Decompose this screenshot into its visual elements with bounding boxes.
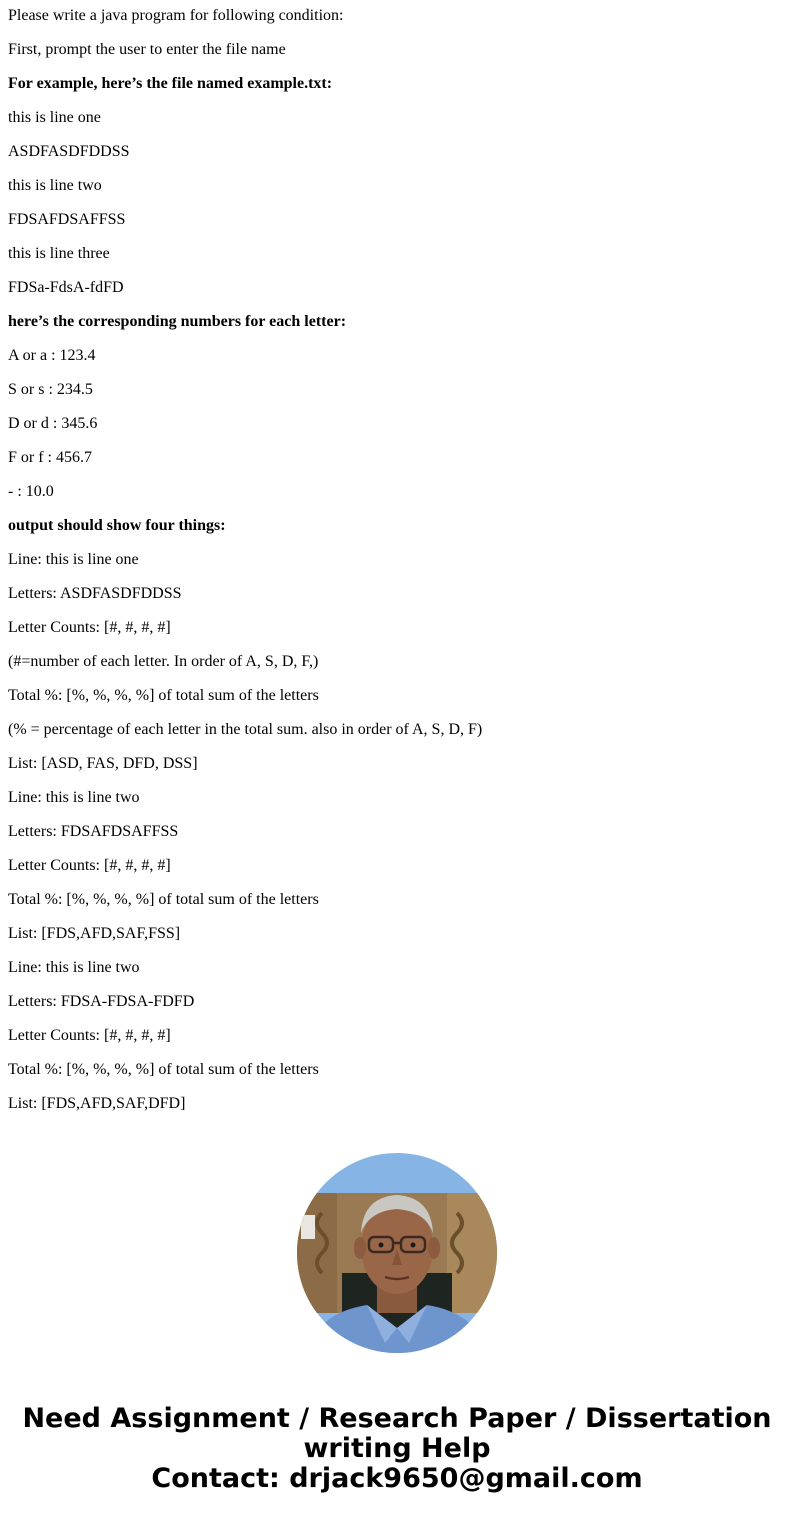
text-line: List: [ASD, FAS, DFD, DSS]	[8, 755, 198, 772]
text-line: (% = percentage of each letter in the total sum. also in order of A, S, D, F)	[8, 721, 483, 738]
text-line: Letter Counts: [#, #, #, #]	[8, 857, 171, 874]
text-line: D or d : 345.6	[8, 415, 98, 432]
text-line: Letters: FDSAFDSAFFSS	[8, 823, 179, 840]
text-line: Letters: FDSA-FDSA-FDFD	[8, 993, 195, 1010]
text-line: Total %: [%, %, %, %] of total sum of the letters	[8, 891, 319, 908]
author-photo	[297, 1153, 497, 1353]
text-line: ASDFASDFDDSS	[8, 143, 130, 160]
question-text	[8, 7, 784, 1129]
text-line: (#=number of each letter. In order of A, S, D, F,)	[8, 653, 319, 670]
text-line: Line: this is line two	[8, 789, 140, 806]
text-line: List: [FDS,AFD,SAF,FSS]	[8, 925, 181, 942]
text-line: Total %: [%, %, %, %] of total sum of the letters	[8, 1061, 319, 1078]
promo-line-1: Need Assignment / Research Paper / Dissertation	[22, 1403, 772, 1434]
text-line: S or s : 234.5	[8, 381, 93, 398]
text-line: this is line two	[8, 177, 102, 194]
text-line: - : 10.0	[8, 483, 54, 500]
bold-heading-line: here’s the corresponding numbers for each letter:	[8, 313, 347, 330]
text-line: FDSa-FdsA-fdFD	[8, 279, 124, 296]
text-line: Letters: ASDFASDFDDSS	[8, 585, 182, 602]
text-line: this is line one	[8, 109, 101, 126]
text-line: Line: this is line two	[8, 959, 140, 976]
text-line: Letter Counts: [#, #, #, #]	[8, 619, 171, 636]
text-line: Line: this is line one	[8, 551, 139, 568]
promo-line-2: writing Help	[303, 1433, 491, 1464]
bold-heading-line: For example, here’s the file named example.txt:	[8, 75, 333, 92]
text-line: List: [FDS,AFD,SAF,DFD]	[8, 1095, 186, 1112]
promo-contact-line[interactable]: Contact: drjack9650@gmail.com	[151, 1463, 643, 1494]
text-line: FDSAFDSAFFSS	[8, 211, 126, 228]
text-line: A or a : 123.4	[8, 347, 96, 364]
text-line: this is line three	[8, 245, 110, 262]
text-line: Letter Counts: [#, #, #, #]	[8, 1027, 171, 1044]
text-line: F or f : 456.7	[8, 449, 92, 466]
text-line: Total %: [%, %, %, %] of total sum of the letters	[8, 687, 319, 704]
text-line: Please write a java program for following condition:	[8, 7, 344, 24]
text-line: First, prompt the user to enter the file name	[8, 41, 286, 58]
promo-banner	[0, 1404, 794, 1494]
bold-heading-line: output should show four things:	[8, 517, 226, 534]
